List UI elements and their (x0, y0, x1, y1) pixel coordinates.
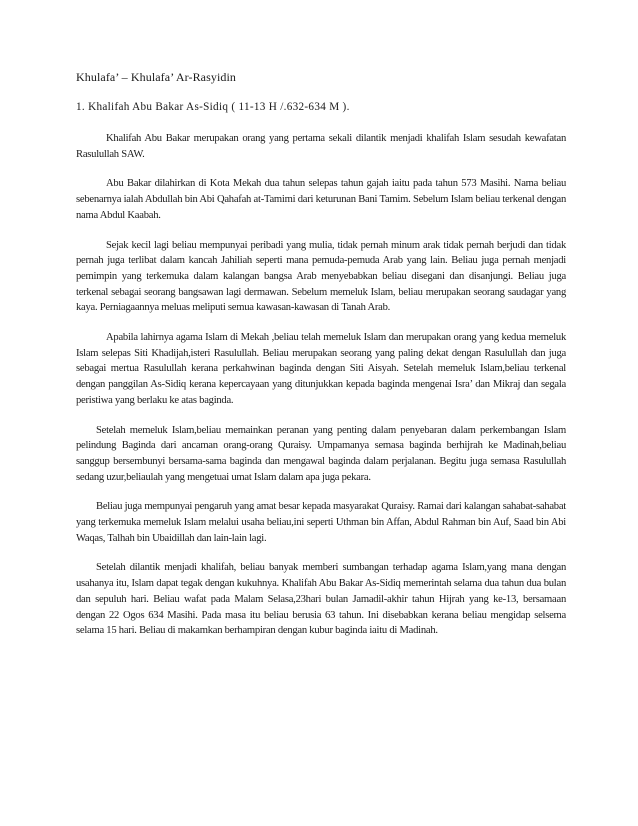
paragraph-character: Sejak kecil lagi beliau mempunyai peribadi yang mulia, tidak pernah minum arak tidak pernah berjudi dan tidak pernah juga terlibat dalam kancah Jahiliah seperti mana pemuda-pemuda Arab yang lain. Beliau juga pernah menjadi pemimpin yang terkemuka dalam kalangan bangsa Arab menyebabkan beliau disegani dan disanjungi. Beliau juga terkenal sebagai seorang bangsawan lagi dermawan. Sebelum memeluk Islam, beliau merupakan seorang saudagar yang kaya. Perniagaannya meluas meliputi semua kawasan-kawasan di Tanah Arab. (76, 239, 566, 314)
paragraph-caliphate: Setelah dilantik menjadi khalifah, beliau banyak memberi sumbangan terhadap agama Islam,yang mana dengan usahanya itu, Islam dapat tegak dengan kukuhnya. Khalifah Abu Bakar As-Sidiq memerintah selama dua tahun dua bulan dan sepuluh hari. Beliau wafat pada Malam Selasa,23hari bulan Jamadil-akhir tahun Hijrah yang ke-13, bersamaan dengan 22 Ogos 634 Masihi. Pada masa itu beliau berusia 63 tahun. Ini disebabkan kerana beliau mengidap selsema selama 15 hari. Beliau di makamkan berhampiran dengan kubur baginda iaitu di Madinah. (76, 562, 566, 637)
document-page (76, 70, 566, 653)
section-heading: 1. Khalifah Abu Bakar As-Sidiq ( 11-13 H /.632-634 M ). (76, 101, 350, 113)
document-title: Khulafa’ – Khulafa’ Ar-Rasyidin (76, 70, 237, 84)
paragraph-influence: Beliau juga mempunyai pengaruh yang amat besar kepada masyarakat Quraisy. Ramai dari kalangan sahabat-sahabat yang terkemuka memeluk Islam melalui usaha beliau,ini seperti Uthman bin Affan, Abdul Rahman bin Auf, Saad bin Abi Waqas, Talhah bin Ubaidillah dan lain-lain lagi. (76, 501, 566, 544)
paragraph-birth: Abu Bakar dilahirkan di Kota Mekah dua tahun selepas tahun gajah iaitu pada tahun 573 Masihi. Nama beliau sebenarnya ialah Abdullah bin Abi Qahafah at-Tamimi dari keturunan Bani Tamim. Sebelum Islam beliau terkenal dengan nama Abdul Kaabah. (76, 178, 566, 221)
paragraph-conversion: Apabila lahirnya agama Islam di Mekah ,beliau telah memeluk Islam dan merupakan orang yang kedua memeluk Islam selepas Siti Khadijah,isteri Rasulullah. Beliau merupakan seorang yang paling dekat dengan Rasulullah dan juga sebagai mertua Rasulullah kerana perkahwinan baginda dengan Siti Aisyah. Setelah memeluk Islam,beliau terkenal dengan panggilan As-Sidiq kerana kepercayaan yang ditunjukkan kepada baginda mengenai Isra’ dan Mikraj dan segala peristiwa yang berlaku ke atas baginda. (76, 332, 566, 406)
paragraph-role: Setelah memeluk Islam,beliau memainkan peranan yang penting dalam penyebaran dalam perkembangan Islam pelindung Baginda dari ancaman orang-orang Quraisy. Umpamanya semasa baginda berhijrah ke Madinah,beliau sanggup bersembunyi bersama-sama baginda dan mengawal baginda dalam perjalanan. Begitu juga semasa Rasulullah sedang uzur,beliaulah yang mengetuai umat Islam dalam apa juga pekara. (76, 424, 566, 483)
paragraph-intro: Khalifah Abu Bakar merupakan orang yang pertama sekali dilantik menjadi khalifah Islam sesudah kewafatan Rasulullah SAW. (76, 133, 566, 160)
